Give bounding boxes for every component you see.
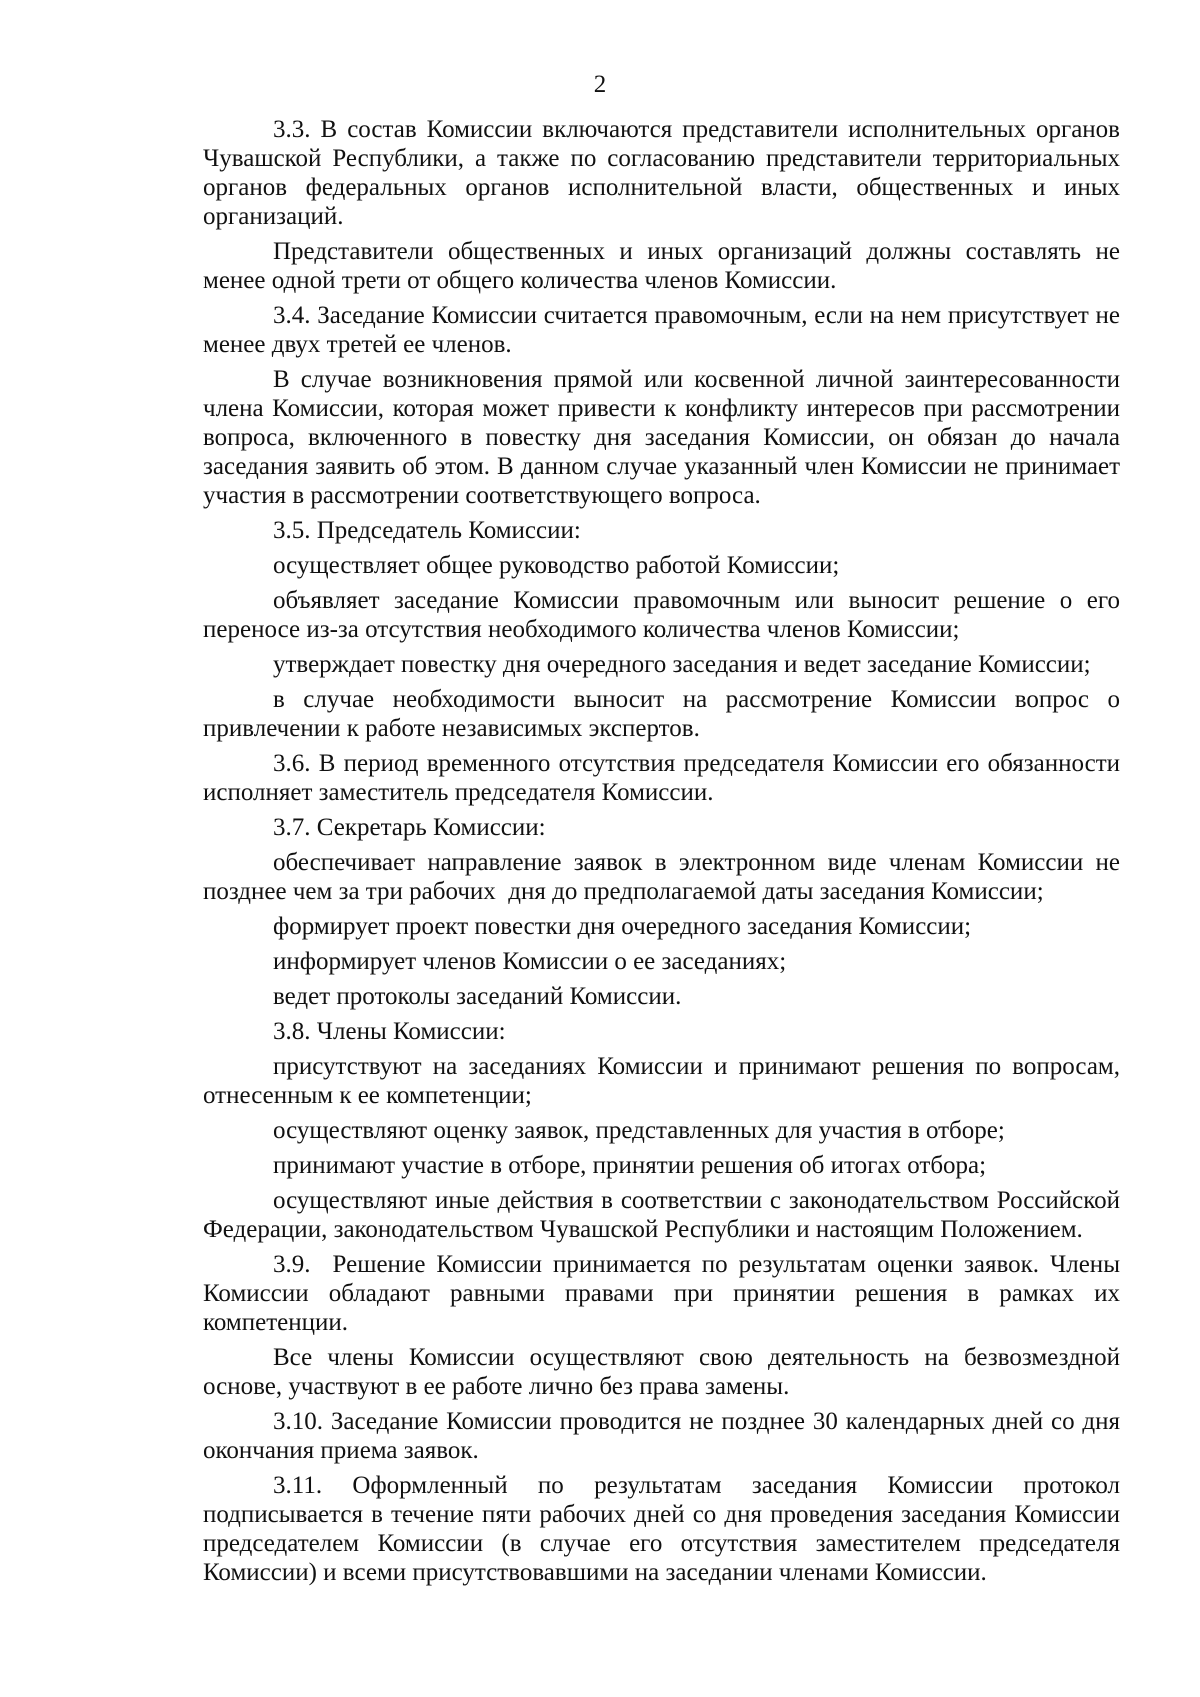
paragraph: В случае возникновения прямой или косвенной личной заинтересованности члена Комиссии, которая может привести к конфликту интересов при рассмотрении вопроса, включенного в повестку дня заседания Комиссии, он обязан до начала заседания заявить об этом. В данном случае указанный член Комиссии не принимает участия в рассмотрении соответствующего вопроса.	[203, 366, 1127, 509]
paragraph: 3.8. Члены Комиссии:	[273, 1018, 506, 1045]
paragraph: объявляет заседание Комиссии правомочным или выносит решение о его переносе из-за отсутствия необходимого количества членов Комиссии;	[203, 587, 1127, 643]
paragraph: 3.11. Оформленный по результатам заседания Комиссии протокол подписывается в течение пяти рабочих дней со дня проведения заседания Комиссии председателем Комиссии (в случае его отсутствия заместителем председателя Комиссии) и всеми присутствовавшими на заседании членами Комиссии.	[203, 1472, 1127, 1586]
paragraph: осуществляют иные действия в соответствии с законодательством Российской Федерации, законодательством Чувашской Республики и настоящим Положением.	[203, 1187, 1127, 1243]
document-body	[203, 115, 1133, 1593]
paragraph: Все члены Комиссии осуществляют свою деятельность на безвозмездной основе, участвуют в ее работе лично без права замены.	[203, 1344, 1127, 1400]
paragraph: ведет протоколы заседаний Комиссии.	[273, 983, 682, 1010]
paragraph: 3.9. Решение Комиссии принимается по результатам оценки заявок. Члены Комиссии обладают равными правами при принятии решения в рамках их компетенции.	[203, 1251, 1127, 1336]
paragraph: формирует проект повестки дня очередного заседания Комиссии;	[273, 913, 972, 940]
paragraph: 3.3. В состав Комиссии включаются представители исполнительных органов Чувашской Республики, а также по согласованию представители территориальных органов федеральных органов исполнительной власти, общественных и иных организаций.	[203, 116, 1133, 230]
page-number: 2	[593, 71, 607, 98]
paragraph: присутствуют на заседаниях Комиссии и принимают решения по вопросам, отнесенным к ее компетенции;	[203, 1053, 1127, 1109]
paragraph: осуществляют оценку заявок, представленных для участия в отборе;	[273, 1117, 1005, 1144]
paragraph: осуществляет общее руководство работой Комиссии;	[273, 552, 840, 579]
paragraph: 3.10. Заседание Комиссии проводится не позднее 30 календарных дней со дня окончания приема заявок.	[203, 1408, 1127, 1464]
paragraph: 3.5. Председатель Комиссии:	[273, 517, 581, 544]
paragraph: утверждает повестку дня очередного заседания и ведет заседание Комиссии;	[273, 651, 1091, 678]
paragraph: 3.6. В период временного отсутствия председателя Комиссии его обязанности исполняет заместитель председателя Комиссии.	[203, 750, 1127, 806]
paragraph: Представители общественных и иных организаций должны составлять не менее одной трети от общего количества членов Комиссии.	[203, 238, 1127, 294]
paragraph: принимают участие в отборе, принятии решения об итогах отбора;	[273, 1152, 987, 1179]
paragraph: обеспечивает направление заявок в электронном виде членам Комиссии не позднее чем за три рабочих дня до предполагаемой даты заседания Комиссии;	[203, 849, 1127, 905]
paragraph: в случае необходимости выносит на рассмотрение Комиссии вопрос о привлечении к работе независимых экспертов.	[203, 686, 1127, 742]
paragraph: информирует членов Комиссии о ее заседаниях;	[273, 948, 787, 975]
paragraph: 3.7. Секретарь Комиссии:	[273, 814, 546, 841]
paragraph: 3.4. Заседание Комиссии считается правомочным, если на нем присутствует не менее двух третей ее членов.	[203, 302, 1127, 358]
